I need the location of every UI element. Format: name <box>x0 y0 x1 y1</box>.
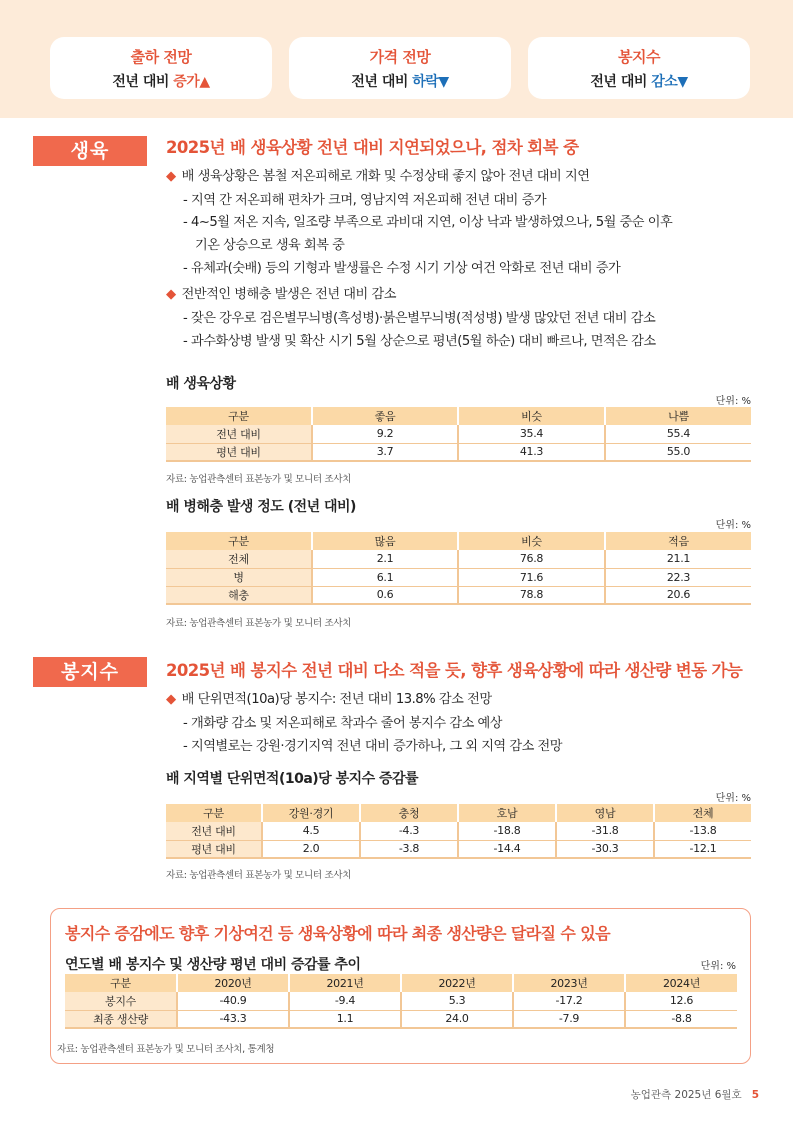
table-header: 비슷 <box>458 407 605 425</box>
down-arrow-icon: ▼ <box>677 74 688 90</box>
source-note: 자료: 농업관측센터 표본농가 및 모니터 조사치 <box>166 870 352 881</box>
box-heading: 봉지수 증감에도 향후 기상여건 등 생육상황에 따라 최종 생산량은 달라질 수 있음 <box>65 924 610 943</box>
page-number: 5 <box>751 1089 759 1101</box>
production-outlook-box <box>50 908 751 1064</box>
table-header: 전체 <box>654 804 751 822</box>
table-row: 해충 0.6 78.8 20.6 <box>166 586 751 604</box>
bag-count-card <box>528 37 750 99</box>
table-row: 병 6.1 71.6 22.3 <box>166 568 751 586</box>
table-header: 2022년 <box>401 974 513 992</box>
card-title: 가격 전망 <box>369 48 431 66</box>
card-title: 출하 전망 <box>130 48 192 66</box>
table-header: 구분 <box>65 974 177 992</box>
table-header: 2021년 <box>289 974 401 992</box>
table-header: 영남 <box>556 804 654 822</box>
table-row: 전년 대비 9.2 35.4 55.4 <box>166 425 751 443</box>
pest-occurrence-table <box>166 532 751 605</box>
card-line: 전년 대비 증가▲ <box>112 74 210 90</box>
card-line: 전년 대비 감소▼ <box>590 74 688 90</box>
table-header: 2023년 <box>513 974 625 992</box>
page-footer <box>631 1087 759 1102</box>
table-header: 2020년 <box>177 974 289 992</box>
sub-item: - 잦은 강우로 검은별무늬병(흑성병)·붉은별무늬병(적성병) 발생 많았던 전년 대비 감소 <box>183 311 656 326</box>
table-header: 적음 <box>605 532 751 550</box>
table-header: 충청 <box>360 804 458 822</box>
source-note: 자료: 농업관측센터 표본농가 및 모니터 조사치, 통계청 <box>57 1044 275 1055</box>
sub-item: - 4~5월 저온 지속, 일조량 부족으로 과비대 지연, 이상 낙과 발생하였으나, 5월 중순 이후 <box>183 215 673 230</box>
unit-label: 단위: % <box>715 396 751 407</box>
sub-item: - 과수화상병 발생 및 확산 시기 5월 상순으로 평년(5월 하순) 대비 빠르나, 면적은 감소 <box>183 334 656 349</box>
diamond-bullet-icon: ◆ <box>166 169 176 184</box>
table-row: 전체 2.1 76.8 21.1 <box>166 550 751 568</box>
sub-item: - 지역 간 저온피해 편차가 크며, 영남지역 저온피해 전년 대비 증가 <box>183 193 547 208</box>
section-heading-growth: 2025년 배 생육상황 전년 대비 지연되었으나, 점차 회복 중 <box>166 138 579 157</box>
sub-item: - 개화량 감소 및 저온피해로 착과수 줄어 봉지수 감소 예상 <box>183 716 502 731</box>
card-line: 전년 대비 하락▼ <box>351 74 449 90</box>
table-header: 호남 <box>458 804 556 822</box>
table-title: 배 지역별 단위면적(10a)당 봉지수 증감률 <box>166 771 419 787</box>
regional-bag-table <box>166 804 751 859</box>
table-row: 평년 대비 3.7 41.3 55.0 <box>166 443 751 461</box>
table-header: 나쁨 <box>605 407 751 425</box>
source-note: 자료: 농업관측센터 표본농가 및 모니터 조사치 <box>166 474 352 485</box>
diamond-bullet-icon: ◆ <box>166 692 176 707</box>
table-header: 구분 <box>166 532 312 550</box>
table-row: 최종 생산량 -43.3 1.1 24.0 -7.9 -8.8 <box>65 1010 737 1028</box>
publication-name: 농업관측 2025년 6월호 <box>630 1089 742 1101</box>
sub-item: - 유체과(숫배) 등의 기형과 발생률은 수정 시기 기상 여건 악화로 전년 대비 증가 <box>183 261 621 276</box>
card-title: 봉지수 <box>618 48 660 66</box>
trend-label: 증가 <box>173 74 200 90</box>
sub-item: - 지역별로는 강원·경기지역 전년 대비 증가하나, 그 외 지역 감소 전망 <box>183 739 563 754</box>
shipment-outlook-card <box>50 37 272 99</box>
table-header: 구분 <box>166 407 312 425</box>
table-row: 봉지수 -40.9 -9.4 5.3 -17.2 12.6 <box>65 992 737 1010</box>
yearly-trend-table <box>65 974 737 1029</box>
section-heading-bag-count: 2025년 배 봉지수 전년 대비 다소 적을 듯, 향후 생육상황에 따라 생산량 변동 가능 <box>166 661 743 680</box>
table-header: 2024년 <box>625 974 737 992</box>
source-note: 자료: 농업관측센터 표본농가 및 모니터 조사치 <box>166 618 352 629</box>
table-row: 전년 대비 4.5 -4.3 -18.8 -31.8 -13.8 <box>166 822 751 840</box>
bullet-item: ◆ 배 단위면적(10a)당 봉지수: 전년 대비 13.8% 감소 전망 <box>166 692 492 707</box>
trend-label: 감소 <box>651 74 678 90</box>
down-arrow-icon: ▼ <box>438 74 449 90</box>
table-header: 구분 <box>166 804 262 822</box>
table-header: 좋음 <box>312 407 458 425</box>
sub-item-cont: 기온 상승으로 생육 회복 중 <box>195 238 345 253</box>
section-tag-growth: 생육 <box>33 136 147 166</box>
section-tag-bag-count: 봉지수 <box>33 657 147 687</box>
growth-status-table <box>166 407 751 462</box>
unit-label: 단위: % <box>700 961 736 972</box>
table-header: 강원·경기 <box>262 804 360 822</box>
up-arrow-icon: ▲ <box>199 74 210 90</box>
table-title: 연도별 배 봉지수 및 생산량 평년 대비 증감률 추이 <box>65 957 361 973</box>
trend-label: 하락 <box>412 74 439 90</box>
table-header: 많음 <box>312 532 458 550</box>
unit-label: 단위: % <box>715 520 751 531</box>
price-outlook-card <box>289 37 511 99</box>
unit-label: 단위: % <box>715 793 751 804</box>
table-title: 배 생육상황 <box>166 376 236 392</box>
table-title: 배 병해충 발생 정도 (전년 대비) <box>166 499 356 515</box>
bullet-item: ◆ 배 생육상황은 봄철 저온피해로 개화 및 수정상태 좋지 않아 전년 대비 지연 <box>166 169 590 184</box>
diamond-bullet-icon: ◆ <box>166 287 176 302</box>
bullet-item: ◆ 전반적인 병해충 발생은 전년 대비 감소 <box>166 287 396 302</box>
table-header: 비슷 <box>458 532 605 550</box>
table-row: 평년 대비 2.0 -3.8 -14.4 -30.3 -12.1 <box>166 840 751 858</box>
